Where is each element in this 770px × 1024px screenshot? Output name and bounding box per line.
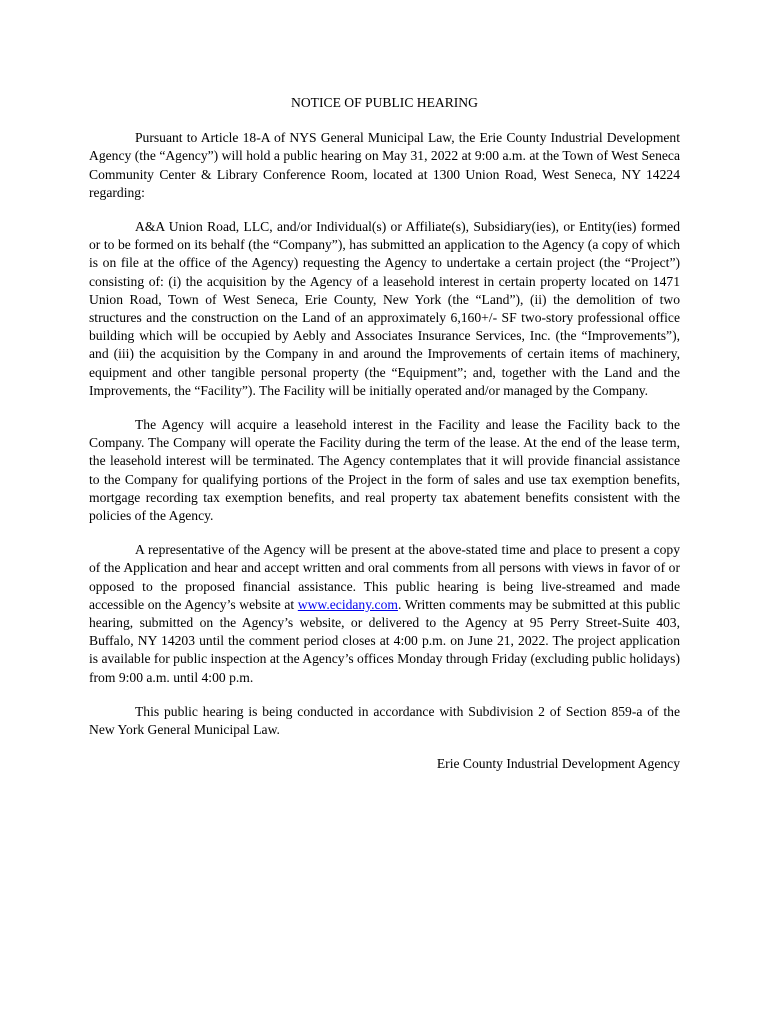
hearing-details-text-end: . Written comments may be submitted at this public hearing, submitted on the Agency’s website, or delivered to the Agency at 95 Perry Street-Suite 403, Buffalo, NY 14203 until the comment period closes at 4:00 p.m. on June 21, 2022. The project application is available for public inspection at the Agency’s offices Monday through Friday (excluding public holidays) from 9:00 a.m. until 4:00 p.m.: [89, 596, 680, 685]
hearing-details-text-start: A representative of the Agency will be present at the above-stated time and place to present a copy of the Application and hear and accept written and oral comments from all persons with views in favor of or opposed to the proposed financial assistance. This public hearing is being live-streamed and made accessible on the Agency’s website at: [89, 542, 680, 612]
intro-paragraph: Pursuant to Article 18-A of NYS General Municipal Law, the Erie County Industrial Development Agency (the “Agency”) will hold a public hearing on May 31, 2022 at 9:00 a.m. at the Town of West Seneca Community Center & Library Conference Room, located at 1300 Union Road, West Seneca, NY 14224 regarding:: [89, 130, 680, 200]
page-title: NOTICE OF PUBLIC HEARING: [291, 95, 478, 110]
hearing-details-paragraph: [89, 541, 680, 687]
lease-terms-paragraph: The Agency will acquire a leasehold interest in the Facility and lease the Facility back to the Company. The Company will operate the Facility during the term of the lease. At the end of the lease term, the leasehold interest will be terminated. The Agency contemplates that it will provide financial assistance to the Company for qualifying portions of the Project in the form of sales and use tax exemption benefits, mortgage recording tax exemption benefits, and real property tax abatement benefits consistent with the policies of the Agency.: [89, 417, 680, 524]
agency-website-link[interactable]: www.ecidany.com: [297, 596, 398, 612]
project-description-paragraph: A&A Union Road, LLC, and/or Individual(s) or Affiliate(s), Subsidiary(ies), or Entity(ies) formed or to be formed on its behalf (the “Company”), has submitted an application to the Agency (a copy of which is on file at the office of the Agency) requesting the Agency to undertake a certain project (the “Project”) consisting of: (i) the acquisition by the Agency of a leasehold interest in certain property located on 1471 Union Road, Town of West Seneca, Erie County, New York (the “Land”), (ii) the demolition of two structures and the construction on the Land of an approximately 6,160+/- SF two-story professional office building which will be occupied by Aebly and Associates Insurance Services, Inc. (the “Improvements”), and (iii) the acquisition by the Company in and around the Improvements of certain items of machinery, equipment and other tangible personal property (the “Equipment”; and, together with the Land and the Improvements, the “Facility”). The Facility will be initially operated and/or managed by the Company.: [89, 219, 680, 398]
signature-line: Erie County Industrial Development Agency: [436, 756, 680, 772]
legal-basis-paragraph: This public hearing is being conducted in accordance with Subdivision 2 of Section 859-a of the New York General Municipal Law.: [89, 703, 680, 738]
notice-document: [89, 94, 680, 774]
